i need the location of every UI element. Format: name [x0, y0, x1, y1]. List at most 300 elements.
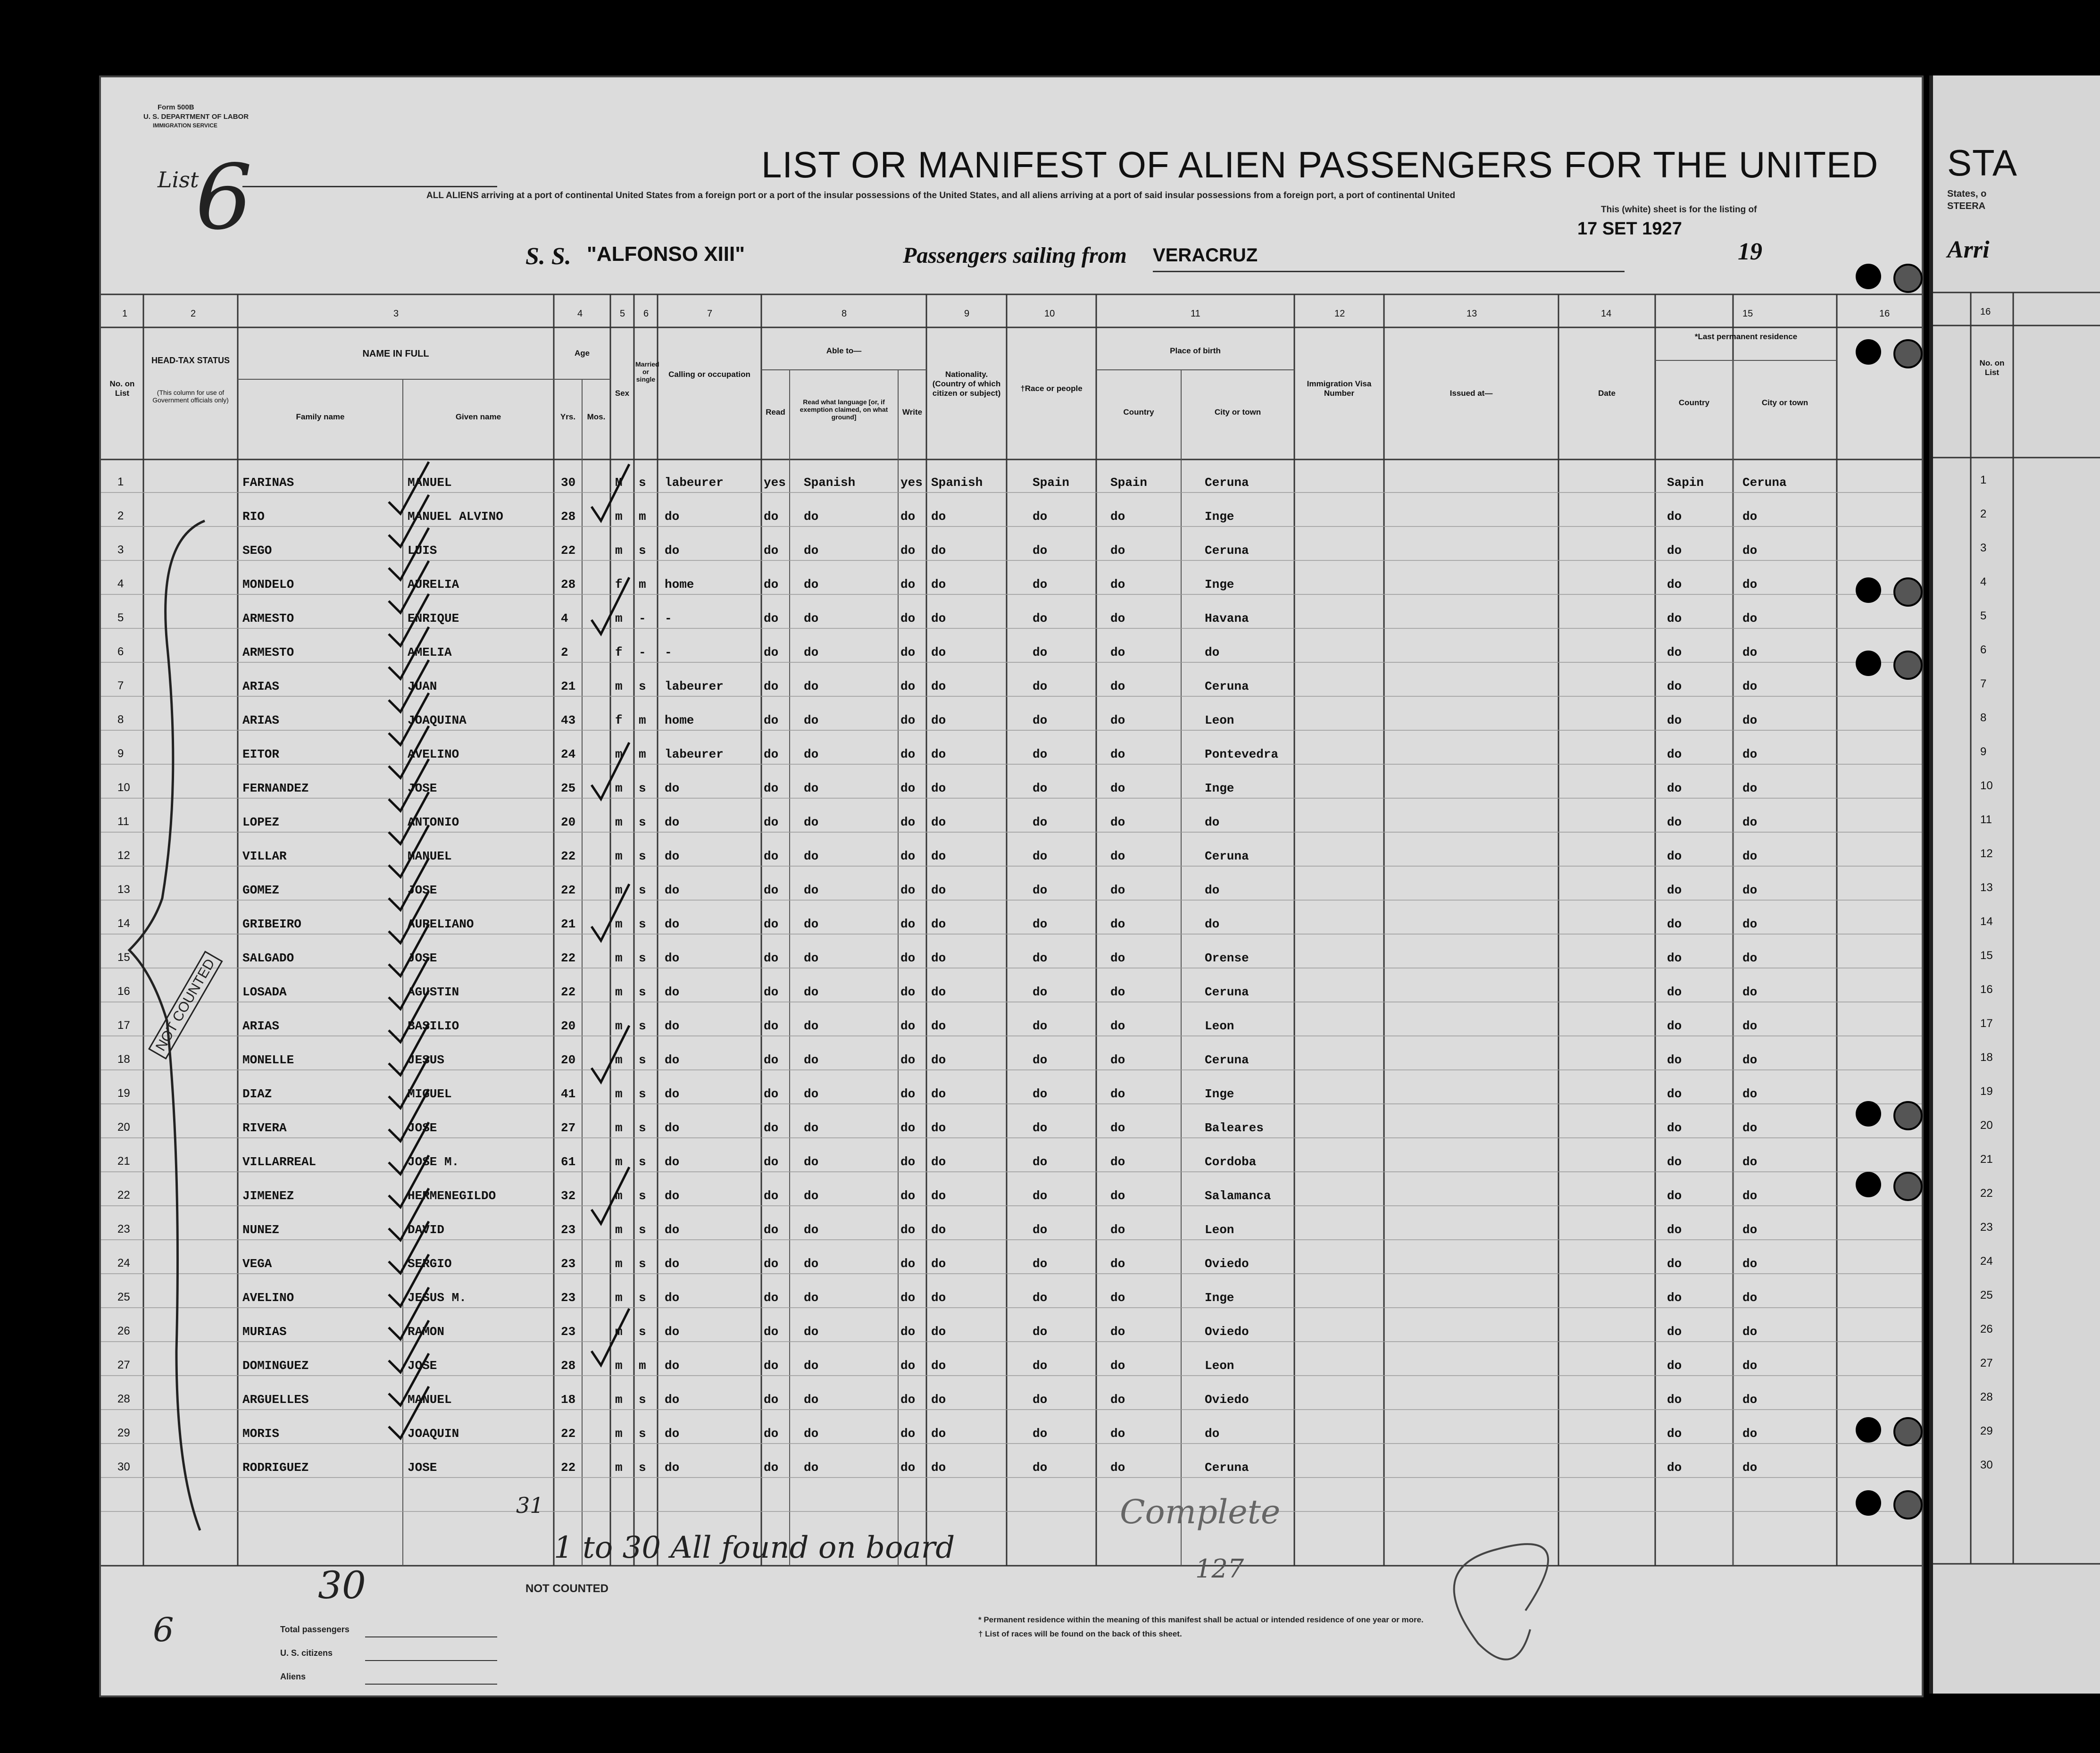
family-name: ARIAS [242, 713, 280, 727]
occupation: do [665, 917, 680, 931]
col-header-given-name: Given name [455, 412, 501, 421]
nationality: do [931, 985, 946, 999]
col-header-name-in-full: NAME IN FULL [362, 349, 429, 359]
occupation: home [665, 713, 694, 727]
adjacent-arriving: Arri [1947, 236, 1990, 263]
residence-city: do [1742, 849, 1758, 863]
write: do [900, 883, 916, 897]
row-number: 4 [117, 577, 124, 590]
col-header-birth-city: City or town [1214, 408, 1261, 417]
given-name: BASILIO [408, 1019, 459, 1033]
birth-country: do [1110, 543, 1125, 558]
age: 41 [561, 1087, 576, 1101]
read: do [764, 849, 779, 863]
row-number: 8 [117, 713, 124, 726]
read: do [764, 1053, 779, 1067]
nationality: do [931, 951, 946, 965]
read-language: do [804, 1121, 819, 1135]
marital-status: s [639, 951, 646, 965]
family-name: ARMESTO [242, 611, 294, 626]
row-number: 1 [117, 476, 124, 488]
family-name: ARMESTO [242, 645, 294, 659]
race: do [1033, 577, 1048, 592]
residence-country: do [1667, 1223, 1682, 1237]
age: 25 [561, 781, 576, 795]
residence-city: do [1742, 577, 1758, 592]
read-language: do [804, 713, 819, 727]
row-number: 18 [117, 1053, 130, 1066]
adjacent-title: STA [1947, 142, 2017, 184]
race: do [1033, 645, 1048, 659]
residence-city: Ceruna [1742, 476, 1787, 490]
age: 30 [561, 476, 576, 490]
row-number: 15 [117, 951, 130, 964]
read: do [764, 1393, 779, 1407]
given-name: AURELIANO [408, 917, 474, 931]
race: do [1033, 1257, 1048, 1271]
adjacent-row-number: 26 [1980, 1323, 1993, 1336]
sex: m [615, 1393, 623, 1407]
department-label: U. S. DEPARTMENT OF LABOR [143, 113, 249, 121]
given-name: JOSE [408, 1359, 437, 1373]
punch-hole [1893, 1417, 1923, 1446]
race: do [1033, 815, 1048, 829]
write: do [900, 917, 916, 931]
occupation: do [665, 1053, 680, 1067]
read-language: do [804, 985, 819, 999]
race: do [1033, 883, 1048, 897]
residence-city: do [1742, 1325, 1758, 1339]
birth-city: do [1205, 883, 1220, 897]
write: do [900, 645, 916, 659]
given-name: JOSE M. [408, 1155, 459, 1169]
occupation: do [665, 1291, 680, 1305]
read-language: do [804, 1053, 819, 1067]
punch-hole [1856, 1417, 1881, 1443]
punch-hole [1893, 264, 1923, 293]
nationality: do [931, 1019, 946, 1033]
adjacent-sheet [1929, 75, 2100, 1694]
family-name: LOSADA [242, 985, 287, 999]
nationality: do [931, 713, 946, 727]
race: do [1033, 1087, 1048, 1101]
col-header-able-to: Able to— [826, 346, 862, 355]
race: do [1033, 509, 1048, 524]
handwritten-31: 31 [516, 1493, 544, 1518]
read: do [764, 1427, 779, 1441]
sex: m [615, 747, 623, 761]
adjacent-subtitle-1: States, o [1947, 189, 1987, 199]
age: 28 [561, 577, 576, 592]
sex: m [615, 1223, 623, 1237]
residence-country: do [1667, 951, 1682, 965]
subtitle-line-1: ALL ALIENS arriving at a port of continental United States from a foreign port or a port of the insular possessions of the United States, and all aliens arriving at a port of said insular possessions from a foreign port, a port of continental United [426, 191, 1456, 200]
occupation: labeurer [665, 747, 724, 761]
adjacent-row-number: 23 [1980, 1221, 1993, 1234]
col-header-race: †Race or people [1020, 384, 1083, 393]
col-header-family-name: Family name [296, 412, 345, 421]
col-header-date: Date [1598, 389, 1616, 398]
adjacent-row-number: 10 [1980, 779, 1993, 792]
residence-city: do [1742, 1291, 1758, 1305]
marital-status: s [639, 815, 646, 829]
read: do [764, 747, 779, 761]
marital-status: s [639, 476, 646, 490]
race: do [1033, 1189, 1048, 1203]
col-num-11: 11 [1191, 309, 1200, 319]
col-header-age: Age [574, 349, 590, 358]
write: do [900, 747, 916, 761]
nationality: do [931, 577, 946, 592]
residence-country: do [1667, 1053, 1682, 1067]
list-number: 6 [195, 145, 252, 250]
birth-country: do [1110, 1189, 1125, 1203]
row-number: 10 [117, 781, 130, 794]
marital-status: s [639, 543, 646, 558]
occupation: do [665, 951, 680, 965]
birth-country: do [1110, 985, 1125, 999]
adjacent-col-num: 16 [1980, 307, 1991, 317]
read-language: do [804, 1155, 819, 1169]
adjacent-row-number: 18 [1980, 1051, 1993, 1064]
occupation: - [665, 611, 672, 626]
col-num-6: 6 [643, 309, 649, 319]
punch-hole [1893, 1101, 1923, 1130]
read-language: do [804, 747, 819, 761]
race: do [1033, 679, 1048, 693]
marital-status: s [639, 1189, 646, 1203]
read: do [764, 1121, 779, 1135]
adjacent-subtitle-2: STEERA [1947, 201, 1986, 211]
write: do [900, 1053, 916, 1067]
race: do [1033, 543, 1048, 558]
col-num-15: 15 [1742, 309, 1753, 319]
family-name: RODRIGUEZ [242, 1461, 309, 1475]
family-name: MONDELO [242, 577, 294, 592]
residence-country: do [1667, 713, 1682, 727]
given-name: AGUSTIN [408, 985, 459, 999]
read: do [764, 781, 779, 795]
read: do [764, 917, 779, 931]
occupation: labeurer [665, 679, 724, 693]
write: do [900, 1019, 916, 1033]
marital-status: s [639, 1393, 646, 1407]
residence-country: do [1667, 985, 1682, 999]
given-name: DAVID [408, 1223, 445, 1237]
family-name: DOMINGUEZ [242, 1359, 309, 1373]
ship-name: "ALFONSO XIII" [587, 242, 745, 266]
residence-city: do [1742, 679, 1758, 693]
read-language: do [804, 1019, 819, 1033]
write: do [900, 679, 916, 693]
form-number: Form 500B [158, 103, 194, 111]
marital-status: m [639, 509, 646, 524]
write: do [900, 1087, 916, 1101]
sex: m [615, 1427, 623, 1441]
given-name: MANUEL [408, 849, 452, 863]
family-name: ARIAS [242, 679, 280, 693]
birth-city: do [1205, 815, 1220, 829]
race: do [1033, 1325, 1048, 1339]
race: do [1033, 1359, 1048, 1373]
write: do [900, 577, 916, 592]
read-language: do [804, 1087, 819, 1101]
read-language: do [804, 917, 819, 931]
footer-note-2: † List of races will be found on the back of this sheet. [978, 1629, 1182, 1638]
birth-country: do [1110, 509, 1125, 524]
col-num-10: 10 [1044, 309, 1055, 319]
given-name: JESUS M. [408, 1291, 467, 1305]
residence-country: do [1667, 1257, 1682, 1271]
row-number: 23 [117, 1223, 130, 1235]
nationality: do [931, 917, 946, 931]
residence-city: do [1742, 1155, 1758, 1169]
age: 24 [561, 747, 576, 761]
given-name: LUIS [408, 543, 437, 558]
row-number: 11 [117, 815, 129, 828]
row-number: 17 [117, 1019, 130, 1032]
adjacent-row-number: 6 [1980, 643, 1987, 656]
col-header-last-residence: *Last permanent residence [1694, 332, 1798, 341]
read: do [764, 713, 779, 727]
nationality: do [931, 1325, 946, 1339]
read-language: do [804, 1325, 819, 1339]
marital-status: s [639, 917, 646, 931]
nationality: do [931, 543, 946, 558]
row-number: 5 [117, 611, 124, 624]
given-name: MANUEL ALVINO [408, 509, 503, 524]
col-header-mos: Mos. [587, 412, 606, 421]
punch-hole [1893, 577, 1923, 607]
birth-city: do [1205, 917, 1220, 931]
col-header-res-country: Country [1678, 398, 1710, 407]
list-label: List [158, 167, 199, 192]
birth-city: Ceruna [1205, 476, 1249, 490]
nationality: do [931, 849, 946, 863]
read-language: do [804, 1359, 819, 1373]
footer-line-3 [365, 1684, 497, 1685]
residence-country: do [1667, 883, 1682, 897]
occupation: do [665, 1155, 680, 1169]
read-language: do [804, 509, 819, 524]
nationality: do [931, 1461, 946, 1475]
col-header-issued-at: Issued at— [1450, 389, 1493, 398]
col-header-write: Write [902, 408, 923, 417]
footer-line-2 [365, 1660, 497, 1661]
age: 22 [561, 1461, 576, 1475]
read-language: do [804, 577, 819, 592]
nationality: do [931, 747, 946, 761]
birth-country: do [1110, 1393, 1125, 1407]
birth-city: Ceruna [1205, 543, 1249, 558]
birth-country: do [1110, 577, 1125, 592]
age: 21 [561, 679, 576, 693]
birth-city: Oviedo [1205, 1393, 1249, 1407]
age: 22 [561, 543, 576, 558]
residence-country: do [1667, 1393, 1682, 1407]
read: do [764, 1257, 779, 1271]
write: do [900, 951, 916, 965]
row-number: 3 [117, 543, 124, 556]
given-name: JUAN [408, 679, 437, 693]
race: do [1033, 849, 1048, 863]
read-language: Spanish [804, 476, 856, 490]
adjacent-row-number: 22 [1980, 1187, 1993, 1200]
sex: m [615, 1291, 623, 1305]
occupation: do [665, 1257, 680, 1271]
residence-city: do [1742, 1427, 1758, 1441]
given-name: JESUS [408, 1053, 445, 1067]
birth-country: do [1110, 611, 1125, 626]
race: do [1033, 1291, 1048, 1305]
family-name: FERNANDEZ [242, 781, 309, 795]
adjacent-row-number: 13 [1980, 881, 1993, 894]
read-language: do [804, 1461, 819, 1475]
adjacent-row-number: 16 [1980, 983, 1993, 996]
race: do [1033, 1393, 1048, 1407]
col-num-7: 7 [707, 309, 713, 319]
read: do [764, 611, 779, 626]
punch-hole [1856, 339, 1881, 365]
occupation: do [665, 543, 680, 558]
write: do [900, 543, 916, 558]
complete-note: Complete [1120, 1493, 1281, 1531]
birth-country: do [1110, 1223, 1125, 1237]
sex: m [615, 781, 623, 795]
write: do [900, 1325, 916, 1339]
family-name: DIAZ [242, 1087, 272, 1101]
birth-country: do [1110, 1291, 1125, 1305]
residence-city: do [1742, 543, 1758, 558]
sex: m [615, 543, 623, 558]
col-header-read-what: Read what language [or, if exemption claimed, on what ground] [800, 398, 888, 421]
race: do [1033, 713, 1048, 727]
sex: m [615, 1359, 623, 1373]
col-header-head-tax: HEAD-TAX STATUS [151, 356, 230, 365]
residence-city: do [1742, 917, 1758, 931]
footer-aliens: Aliens [280, 1672, 306, 1681]
adjacent-row-number: 27 [1980, 1357, 1993, 1369]
race: do [1033, 1461, 1048, 1475]
adjacent-row-number: 29 [1980, 1425, 1993, 1437]
adjacent-row-number: 15 [1980, 949, 1993, 962]
write: do [900, 1393, 916, 1407]
sex: m [615, 917, 623, 931]
year-label: 19 [1738, 238, 1762, 265]
given-name: JOSE [408, 883, 437, 897]
marital-status: m [639, 577, 646, 592]
initials-note: 127 [1195, 1554, 1244, 1584]
nationality: do [931, 679, 946, 693]
col-num-16: 16 [1879, 309, 1890, 319]
adjacent-row-number: 17 [1980, 1017, 1993, 1030]
sex: m [615, 1189, 623, 1203]
birth-city: Cordoba [1205, 1155, 1257, 1169]
residence-city: do [1742, 713, 1758, 727]
adjacent-row-number: 3 [1980, 542, 1987, 554]
occupation: home [665, 577, 694, 592]
occupation: do [665, 1121, 680, 1135]
read-language: do [804, 1189, 819, 1203]
sex: m [615, 1257, 623, 1271]
birth-country: do [1110, 713, 1125, 727]
col-header-married: Married or single [635, 360, 659, 383]
birth-city: do [1205, 645, 1220, 659]
not-counted-stamp: NOT COUNTED [148, 951, 223, 1060]
nationality: do [931, 1223, 946, 1237]
residence-city: do [1742, 1393, 1758, 1407]
marital-status: s [639, 1155, 646, 1169]
adjacent-row-number: 7 [1980, 677, 1987, 690]
residence-city: do [1742, 1019, 1758, 1033]
col-num-3: 3 [393, 309, 399, 319]
sex: m [615, 1121, 623, 1135]
marital-status: s [639, 1053, 646, 1067]
residence-country: do [1667, 611, 1682, 626]
birth-city: Salamanca [1205, 1189, 1271, 1203]
punch-hole [1856, 577, 1881, 603]
read-language: do [804, 543, 819, 558]
subtitle-line-2: This (white) sheet is for the listing of [1601, 205, 1757, 215]
birth-city: Ceruna [1205, 849, 1249, 863]
date-stamp: 17 SET 1927 [1577, 219, 1682, 239]
given-name: JOAQUIN [408, 1427, 459, 1441]
write: yes [900, 476, 923, 490]
write: do [900, 1223, 916, 1237]
nationality: do [931, 1291, 946, 1305]
nationality: do [931, 1257, 946, 1271]
sex: m [615, 815, 623, 829]
age: 2 [561, 645, 568, 659]
footer-note-1: * Permanent residence within the meaning of this manifest shall be actual or intended residence of one year or more. [978, 1615, 1424, 1624]
family-name: MONELLE [242, 1053, 294, 1067]
residence-country: do [1667, 1019, 1682, 1033]
family-name: GOMEZ [242, 883, 280, 897]
birth-country: do [1110, 951, 1125, 965]
birth-city: Ceruna [1205, 985, 1249, 999]
residence-city: do [1742, 1121, 1758, 1135]
residence-city: do [1742, 1087, 1758, 1101]
punch-hole [1856, 1490, 1881, 1516]
adjacent-grid [1933, 75, 2100, 1694]
sex: m [615, 1155, 623, 1169]
birth-country: do [1110, 679, 1125, 693]
col-num-8: 8 [842, 309, 847, 319]
residence-country: do [1667, 645, 1682, 659]
punch-hole [1856, 1101, 1881, 1127]
read: do [764, 951, 779, 965]
age: 22 [561, 849, 576, 863]
read: yes [764, 476, 786, 490]
read: do [764, 1087, 779, 1101]
occupation: do [665, 1019, 680, 1033]
adjacent-row-number: 21 [1980, 1153, 1993, 1166]
birth-country: do [1110, 1359, 1125, 1373]
read-language: do [804, 679, 819, 693]
nationality: do [931, 1155, 946, 1169]
residence-country: do [1667, 679, 1682, 693]
col-header-head-tax-note: (This column for use of Government officials only) [152, 389, 229, 404]
given-name: AVELINO [408, 747, 459, 761]
row-number: 12 [117, 849, 130, 862]
occupation: labeurer [665, 476, 724, 490]
nationality: do [931, 611, 946, 626]
row-number: 21 [117, 1155, 130, 1168]
nationality: do [931, 781, 946, 795]
age: 28 [561, 509, 576, 524]
age: 22 [561, 883, 576, 897]
footer-not-counted: NOT COUNTED [525, 1582, 608, 1595]
